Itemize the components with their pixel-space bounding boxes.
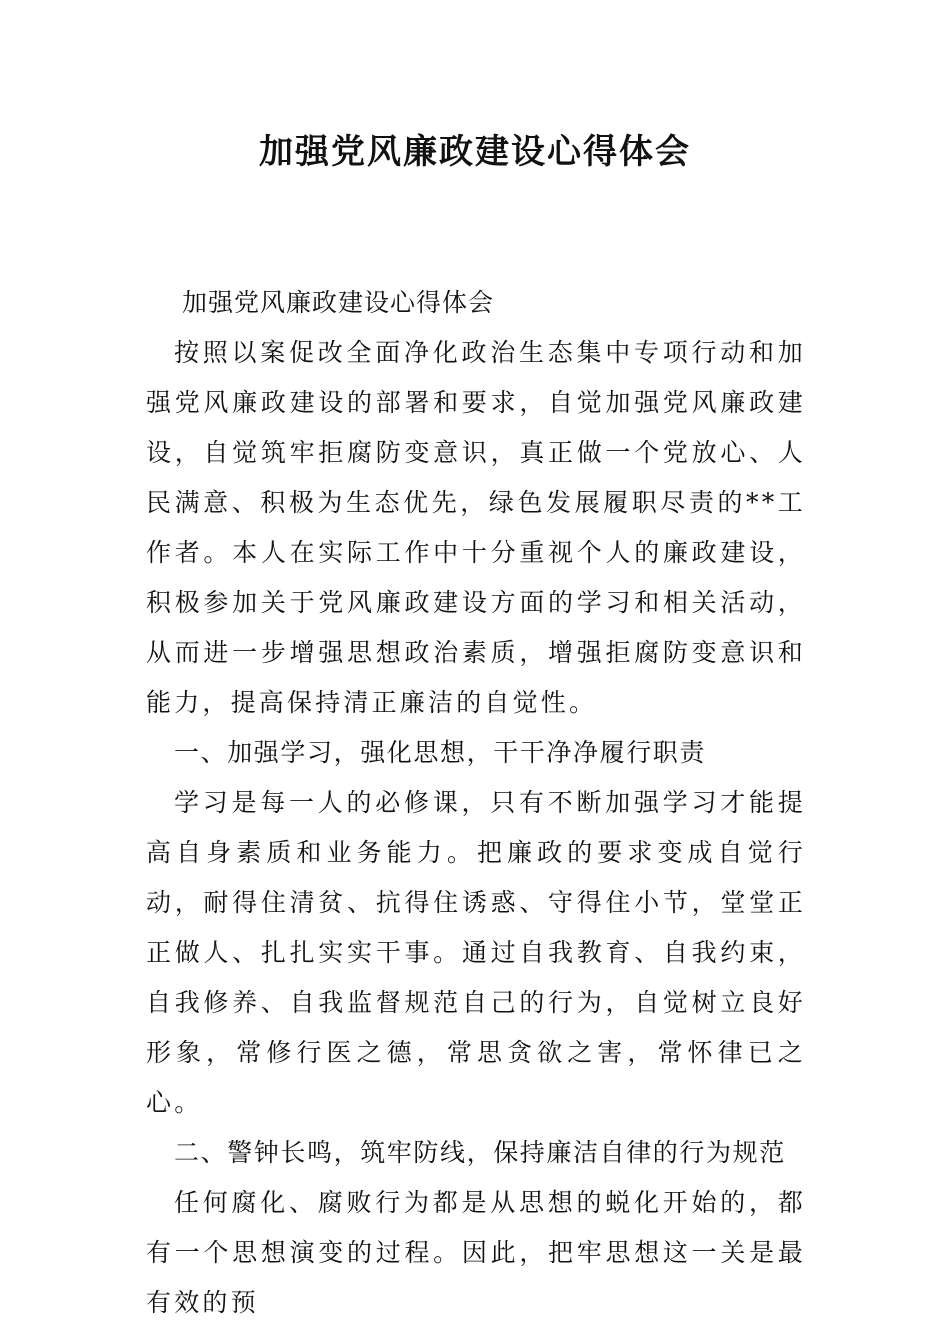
section-1-paragraph: 学习是每一人的必修课，只有不断加强学习才能提高自身素质和业务能力。把廉政的要求变成自觉行动，耐得住清贫、抗得住诱惑、守得住小节，堂堂正正做人、扎扎实实干事。通过自我教育、自我约束，自我修养、自我监督规范自己的行为，自觉树立良好形象，常修行医之德，常思贪欲之害，常怀律已之心。 <box>146 788 806 1117</box>
section-2-paragraph: 任何腐化、腐败行为都是从思想的蜕化开始的，都有一个思想演变的过程。因此，把牢思想这一关是最有效的预 <box>146 1188 806 1317</box>
section-heading-2: 二、警钟长鸣，筑牢防线，保持廉洁自律的行为规范 <box>174 1138 786 1167</box>
section-heading-1: 一、加强学习，强化思想，干干净净履行职责 <box>174 738 707 767</box>
document-body <box>146 278 806 1328</box>
document-subtitle: 加强党风廉政建设心得体会 <box>182 288 495 317</box>
intro-paragraph: 按照以案促改全面净化政治生态集中专项行动和加强党风廉政建设的部署和要求，自觉加强党风廉政建设，自觉筑牢拒腐防变意识，真正做一个党放心、人民满意、积极为生态优先，绿色发展履职尽责的**工作者。本人在实际工作中十分重视个人的廉政建设，积极参加关于党风廉政建设方面的学习和相关活动，从而进一步增强思想政治素质，增强拒腐防变意识和能力，提高保持清正廉洁的自觉性。 <box>146 338 806 717</box>
document-title: 加强党风廉政建设心得体会 <box>259 132 691 172</box>
